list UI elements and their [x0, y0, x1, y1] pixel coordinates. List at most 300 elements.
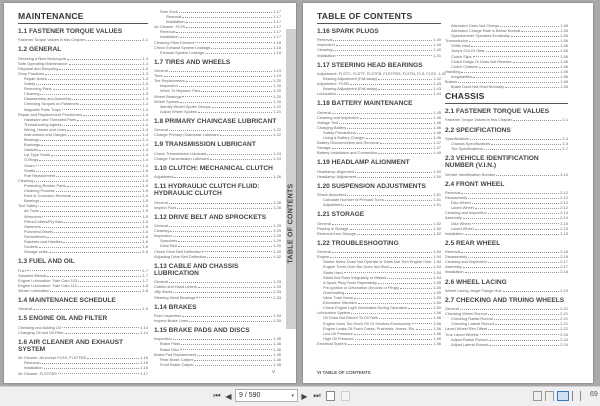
- dot-leader: [80, 101, 142, 105]
- section-heading[interactable]: 2.1 FASTENER TORQUE VALUES: [445, 108, 550, 116]
- toc-entry-page: 1-4: [142, 162, 148, 168]
- toc-entry-page: 1-55: [433, 305, 441, 311]
- toc-entry[interactable]: [18, 37, 148, 42]
- dot-leader: [354, 331, 433, 335]
- section-heading[interactable]: 1.22 TROUBLESHOOTING: [317, 239, 399, 247]
- toc-entry-title: Air Cleaner: All except FLSS, FLSTFBS: [18, 355, 87, 361]
- dot-leader: [36, 163, 142, 167]
- previous-page-button[interactable]: [224, 390, 233, 402]
- toc-entry-page: 1-45: [433, 109, 441, 115]
- toc-entry-title: Voltage Test: [317, 119, 339, 125]
- toc-entry-page: 1-1: [142, 37, 148, 43]
- toc-entry-title: Hardware and Threaded Parts: [24, 116, 77, 122]
- toc-entry-title: Steering Head Bearings: [154, 294, 196, 300]
- toc-entry-page: 1-55: [433, 300, 441, 306]
- toc-entry-page: 1-49: [433, 150, 441, 156]
- toc-entry-title: Tires: [154, 73, 163, 79]
- toc-entry-page: 1-55: [433, 279, 441, 285]
- last-page-button[interactable]: [312, 390, 322, 402]
- toc-entry-page: 1-36: [273, 356, 281, 362]
- toc-entry-title: Engine Leaks Oil From Cases, Pushrods, Hoses, Etc.: [323, 325, 416, 331]
- toc-entry-title: Cables and Hand Levers: [154, 284, 197, 290]
- toc-entry-page: 1-56: [433, 330, 441, 336]
- dot-leader: [27, 268, 142, 272]
- toc-entry-title: Tire Specifications: [451, 146, 483, 151]
- toc-entry-title: General: [445, 306, 459, 312]
- toc-entry[interactable]: [317, 174, 441, 179]
- section-heading[interactable]: 1.6 AIR CLEANER AND EXHAUST SYSTEM: [18, 338, 124, 353]
- toc-entry-page: 1-5: [142, 182, 148, 188]
- dot-leader: [87, 355, 139, 359]
- toc-entry-title: Laced Wheel Rim Offset: [445, 326, 488, 332]
- dot-leader: [36, 81, 141, 85]
- toc-entry[interactable]: [18, 371, 148, 376]
- toc-entry-title: Lubrication System: [317, 310, 351, 316]
- toc-entry-title: Cleaning Process: [24, 188, 55, 194]
- toc-entry-page: 2-14: [560, 210, 568, 216]
- section-heading[interactable]: 1.13 CABLE AND CHASSIS LUBRICATION: [154, 262, 239, 277]
- dot-leader: [62, 325, 140, 329]
- dot-leader: [182, 313, 272, 317]
- dot-leader: [77, 117, 141, 121]
- toc-entry-title: Adjust Wheel Spokes: [160, 108, 197, 114]
- toc-entry[interactable]: [317, 91, 441, 96]
- toc-entry-title: Part Replacement: [24, 172, 56, 178]
- toc-entry-page: 1-17: [273, 14, 281, 20]
- toc-entry-page: 2-17: [560, 264, 568, 270]
- toc-entry-page: 1-7: [142, 277, 148, 283]
- toc-entry[interactable]: [445, 288, 568, 293]
- two-page-view-icon[interactable]: [557, 391, 569, 401]
- dot-leader: [491, 141, 561, 145]
- toc-entry-page: 1-7: [142, 267, 148, 273]
- toc-entry-title: Bearings: [24, 198, 40, 204]
- toc-entry[interactable]: [18, 249, 148, 254]
- toc-entry-page: 1-5: [142, 198, 148, 204]
- toc-entry-title: Checking Lateral Runout: [451, 321, 494, 327]
- toc-entry-page: 1-54: [433, 269, 441, 275]
- dot-leader: [416, 326, 432, 330]
- toc-entry-page: 1-40: [433, 42, 441, 48]
- dot-leader: [480, 332, 560, 336]
- toc-entry[interactable]: [154, 254, 281, 259]
- toc-entry-page: 1-17: [273, 34, 281, 40]
- toc-entry[interactable]: [445, 117, 568, 122]
- section-heading[interactable]: 1.14 BRAKES: [154, 303, 197, 311]
- section-heading[interactable]: 1.12 DRIVE BELT AND SPROCKETS: [154, 213, 267, 221]
- toc-entry-title: Wiring, Hoses and Lines: [24, 126, 67, 132]
- dot-leader: [69, 61, 142, 65]
- toc-entry-page: 1-56: [560, 84, 568, 90]
- section-heading[interactable]: 1.2 GENERAL: [18, 46, 62, 54]
- toc-entry-page: 1-29: [273, 228, 281, 234]
- toc-entry-title: Hammers: [24, 223, 41, 229]
- section-heading[interactable]: 1.3 FUEL AND OIL: [18, 258, 75, 266]
- toc-entry-page: 1-36: [273, 336, 281, 342]
- dot-leader: [39, 157, 141, 161]
- dot-leader: [58, 371, 140, 375]
- dot-leader: [486, 48, 559, 52]
- toc-entry-title: Removal: [445, 249, 461, 255]
- section-heading[interactable]: 1.7 TIRES AND WHEELS: [154, 58, 231, 66]
- dot-leader: [347, 125, 432, 129]
- section-heading[interactable]: 2.2 SPECIFICATIONS: [445, 126, 511, 134]
- toc-entry-page: 2-15: [560, 220, 568, 226]
- toc-entry-title: Installation: [317, 52, 336, 58]
- toc-entry-title: Tire Replacement: [154, 78, 185, 84]
- toc-entry-page: 1-16: [140, 355, 148, 361]
- toc-entry-page: 1-17: [140, 370, 148, 376]
- toc-entry-title: Disassembly: [445, 254, 468, 260]
- toc-entry[interactable]: [18, 306, 148, 311]
- toc-entry[interactable]: [154, 109, 281, 114]
- toc-entry-title: Cleaning and Inspection: [317, 114, 359, 120]
- toc-entry-page: 1-6: [142, 249, 148, 255]
- toc-entry-page: 1-9: [142, 306, 148, 312]
- toc-entry-title: Wheel Spokes: [154, 98, 180, 104]
- dot-leader: [33, 306, 142, 310]
- toc-entry-page: 1-3: [142, 70, 148, 76]
- toc-entry-page: 1-43: [433, 81, 441, 87]
- dot-leader: [202, 249, 272, 253]
- toc-entry-page: 1-4: [142, 126, 148, 132]
- toc-entry[interactable]: [154, 295, 281, 300]
- section-heading[interactable]: 1.18 BATTERY MAINTENANCE: [317, 100, 413, 108]
- dot-leader: [56, 173, 141, 177]
- toc-entry-page: 1-21: [273, 108, 281, 114]
- toc-entry-title: Installation: [445, 230, 464, 236]
- toc-entry-title: Calculate Number of Preload Turns: [323, 197, 384, 203]
- fit-page-icon[interactable]: [326, 391, 335, 401]
- chevron-down-icon: ▾: [291, 392, 294, 399]
- dot-leader: [176, 29, 272, 33]
- toc-column-right-2: [445, 9, 568, 347]
- toc-entry[interactable]: [317, 341, 441, 346]
- dot-leader: [207, 151, 272, 155]
- dot-leader: [488, 326, 559, 330]
- page-right: [303, 3, 593, 383]
- dot-leader: [173, 289, 272, 293]
- toc-entry-title: Servicing a New Motorcycle: [18, 55, 67, 61]
- dot-leader: [468, 195, 559, 199]
- toc-entry-page: 1-3: [142, 81, 148, 87]
- dot-leader: [496, 172, 559, 176]
- toc-entry-page: 1-56: [433, 340, 441, 346]
- toc-entry-page: 1-24: [273, 155, 281, 161]
- toc-entry-title: General: [154, 68, 168, 74]
- toc-entry[interactable]: [445, 231, 568, 236]
- toc-entry-title: Fluid Inspection: [154, 312, 182, 318]
- section-heading[interactable]: 1.10 CLUTCH: MECHANICAL CLUTCH: [154, 164, 273, 172]
- toc-entry-title: Lip-Type Seals: [24, 152, 50, 158]
- first-page-button[interactable]: [212, 390, 222, 402]
- toc-entry-title: Punches/Chisels: [24, 228, 53, 234]
- dot-leader: [179, 9, 272, 13]
- toc-entry-title: Engine Turns Over But Does Not Start: [323, 264, 389, 270]
- dot-leader: [67, 56, 141, 60]
- toc-entry[interactable]: [154, 132, 281, 137]
- toc-entry-title: Disassembly and Assembly: [24, 96, 72, 102]
- toc-entry-title: Fastener Torque Values in this Chapter: [18, 37, 86, 43]
- toc-entry-page: 1-6: [142, 228, 148, 234]
- toc-entry-title: Adjustment: FLSTC, FLSTF, FLSTFB, FLSTFBS, FLSTN, FLS, FLSS: [317, 70, 437, 76]
- dot-leader: [198, 284, 272, 288]
- toc-entry-page: 1-18: [273, 44, 281, 50]
- toc-entry-title: Checking and Adding Oil: [18, 324, 61, 330]
- dot-leader: [332, 145, 433, 149]
- dot-leader: [378, 76, 432, 80]
- dot-leader: [333, 47, 432, 51]
- section-heading[interactable]: 1.19 HEADLAMP ALIGNMENT: [317, 159, 410, 167]
- toc-entry[interactable]: [18, 288, 148, 293]
- dot-leader: [332, 221, 432, 225]
- toc-entry-page: 1-34: [273, 312, 281, 318]
- section-heading[interactable]: 2.3 VEHICLE IDENTIFICATION NUMBER (V.I.N.): [445, 155, 539, 170]
- dot-leader: [40, 198, 141, 202]
- dot-leader: [475, 226, 559, 230]
- section-heading[interactable]: 1.5 ENGINE OIL AND FILTER: [18, 315, 108, 323]
- toc-entry-page: 1-7: [142, 272, 148, 278]
- toc-entry-title: Adjustment: [154, 174, 174, 180]
- page-value: 9 / 590: [239, 392, 261, 399]
- dot-leader: [500, 23, 559, 27]
- section-heading[interactable]: 1.8 PRIMARY CHAINCASE LUBRICANT: [154, 117, 277, 125]
- toc-entry-page: 1-20: [273, 88, 281, 94]
- dot-leader: [489, 337, 560, 341]
- dot-leader: [169, 127, 272, 131]
- toc-entry-page: 1-22: [273, 132, 281, 138]
- toc-entry-page: 1-32: [273, 253, 281, 259]
- toc-entry-page: 2-24: [560, 336, 568, 342]
- toc-entry-title: Cleaning and Inspection: [445, 210, 487, 216]
- page-selector[interactable]: [235, 389, 298, 402]
- toc-entry-title: Adjustment: FXSB: [317, 81, 349, 87]
- toc-entry[interactable]: [317, 231, 441, 236]
- toc-entry-title: Rear Brake Caliper: [160, 356, 194, 362]
- toc-entry-page: 2-10: [560, 171, 568, 177]
- toc-entry-page: 1-4: [142, 157, 148, 163]
- toc-entry[interactable]: [154, 50, 281, 55]
- toc-column-left-2: [154, 9, 281, 367]
- toc-entry-title: Check Engine Light Illuminates During Operation: [323, 305, 408, 311]
- zoom-level[interactable]: 69: [590, 391, 598, 398]
- toc-entry-title: O-Rings: [24, 157, 39, 163]
- toc-entry-title: General: [18, 306, 32, 312]
- toc-entry-page: 2-21: [560, 316, 568, 322]
- toc-entry-title: Pliers/Cutters/Pry Bars: [24, 218, 64, 224]
- section-heading[interactable]: 1.15 BRAKE PADS AND DISCS: [154, 327, 250, 335]
- dot-leader: [521, 28, 559, 32]
- toc-entry[interactable]: [154, 174, 281, 179]
- section-heading[interactable]: 1.16 SPARK PLUGS: [317, 28, 379, 35]
- toc-entry-title: Shifts Hard: [451, 43, 471, 49]
- toc-entry-page: 1-26: [273, 174, 281, 180]
- toc-entry-title: Starts Hard: [323, 269, 343, 275]
- toc-entry-title: General: [317, 220, 331, 226]
- dot-leader: [201, 88, 272, 92]
- toc-entry-title: Check Drive Belt Deflection: [154, 248, 202, 254]
- section-heading[interactable]: 1.9 TRANSMISSION LUBRICANT: [154, 141, 256, 149]
- toc-entry-page: 1-46: [433, 124, 441, 130]
- toc-entry-page: 1-35: [273, 317, 281, 323]
- toc-entry-title: Storage: [317, 145, 331, 151]
- toc-entry-page: 1-46: [433, 135, 441, 141]
- toc-entry-page: 1-46: [433, 114, 441, 120]
- single-page-view-icon[interactable]: [533, 391, 542, 401]
- dot-leader: [45, 71, 141, 75]
- toc-entry-page: 1-56: [560, 38, 568, 44]
- toc-entry-title: Transmission: [445, 38, 468, 44]
- previous-page-icon: ◀: [225, 391, 232, 401]
- dot-leader: [412, 321, 432, 325]
- toc-entry-page: 1-4: [142, 137, 148, 143]
- dot-leader: [357, 130, 433, 134]
- side-tab-label: TABLE OF CONTENTS: [287, 182, 295, 264]
- toc-entry-title: True Laced Wheels: [445, 331, 479, 337]
- dot-leader: [358, 300, 432, 304]
- toc-entry-page: 1-22: [273, 127, 281, 133]
- section-heading[interactable]: 1.20 SUSPENSION ADJUSTMENTS: [317, 182, 426, 190]
- dot-leader: [40, 91, 141, 95]
- dot-leader: [39, 244, 142, 248]
- dot-leader: [461, 69, 559, 73]
- toc-entry-title: Safety: [24, 81, 36, 87]
- dot-leader: [178, 243, 272, 247]
- toc-entry-page: 1-20: [273, 83, 281, 89]
- continuous-view-icon[interactable]: [572, 391, 581, 401]
- toc-entry-page: 1-55: [433, 295, 441, 301]
- toc-entry-page: 1-38: [273, 361, 281, 367]
- section-heading[interactable]: 1.11 HYDRAULIC CLUTCH FLUID: HYDRAULIC CLUTCH: [154, 183, 260, 198]
- toc-entry-page: 1-33: [273, 294, 281, 300]
- section-heading[interactable]: 1.4 MAINTENANCE SCHEDULE: [18, 296, 116, 304]
- chapter-heading: TABLE OF CONTENTS: [317, 11, 441, 24]
- toc-entry[interactable]: [445, 342, 568, 347]
- toc-entry[interactable]: [445, 146, 568, 151]
- dot-leader: [460, 306, 559, 310]
- toc-entry-title: Handling: [445, 68, 461, 74]
- dot-leader: [63, 239, 141, 243]
- toc-entry-page: 1-51: [433, 192, 441, 198]
- dot-leader: [182, 94, 272, 98]
- toc-entry-title: Engine Lubrication: Twin Cam 103: [18, 277, 78, 283]
- toc-entry[interactable]: [154, 156, 281, 161]
- section-heading[interactable]: 2.4 FRONT WHEEL: [445, 180, 505, 188]
- page-left: [4, 3, 296, 383]
- toc-entry[interactable]: [317, 150, 441, 155]
- toc-entry-title: Inspection: [154, 336, 172, 342]
- toc-entry-page: 1-47: [433, 140, 441, 146]
- toc-entry-page: 1-5: [142, 208, 148, 214]
- dot-leader: [40, 360, 139, 364]
- toc-entry-page: 2-16: [560, 249, 568, 255]
- toc-entry-page: 1-4: [142, 147, 148, 153]
- toc-entry-title: Removal from Storage: [317, 230, 356, 236]
- toc-entry-page: 1-3: [142, 91, 148, 97]
- dot-leader: [484, 146, 562, 150]
- toc-entry-title: Alternator Does Not Charge: [451, 23, 500, 28]
- chapter-heading: CHASSIS: [445, 91, 568, 104]
- toc-entry-title: Placing in Storage: [317, 225, 349, 231]
- section-heading[interactable]: 1.21 STORAGE: [317, 211, 365, 219]
- dot-leader: [40, 208, 142, 212]
- toc-entry[interactable]: [154, 318, 281, 323]
- toc-entry-page: 1-40: [433, 37, 441, 43]
- toc-entry-title: Speedometer Operates Erratically: [451, 33, 510, 39]
- toc-entry-page: 1-46: [433, 119, 441, 125]
- dot-leader: [344, 270, 433, 274]
- toc-entry-page: 1-5: [142, 193, 148, 199]
- dot-leader: [355, 169, 432, 173]
- dot-leader: [350, 226, 433, 230]
- toc-entry-page: 1-17: [273, 9, 281, 14]
- toc-entry-page: 2-21: [560, 311, 568, 317]
- toc-entry-title: Winter Lubrication: [18, 287, 50, 293]
- toc-entry[interactable]: [154, 205, 281, 210]
- toc-entry-title: Disposal and Recycling: [18, 65, 59, 71]
- dot-leader: [180, 34, 273, 38]
- dot-leader: [350, 81, 432, 85]
- toc-entry-title: Bearings: [24, 137, 40, 143]
- dot-leader: [42, 224, 142, 228]
- toc-entry[interactable]: [445, 172, 568, 177]
- bookmark-view-icon[interactable]: [545, 391, 554, 401]
- dot-leader: [34, 178, 141, 182]
- section-heading[interactable]: 1.17 STEERING HEAD BEARINGS: [317, 61, 423, 69]
- toc-entry-page: 1-33: [273, 284, 281, 290]
- dot-leader: [390, 264, 432, 268]
- dot-leader: [51, 152, 142, 156]
- dot-leader: [503, 288, 560, 292]
- toc-entry-title: Cleaning and Inspection: [445, 259, 487, 265]
- section-heading[interactable]: 2.7 CHECKING AND TRUING WHEELS: [445, 296, 565, 304]
- toc-entry-page: 1-5: [142, 203, 148, 209]
- toc-entry[interactable]: [445, 269, 568, 274]
- toc-entry[interactable]: [154, 362, 281, 367]
- toc-entry-page: 1-56: [560, 33, 568, 39]
- toc-entry[interactable]: [317, 53, 441, 58]
- toc-entry-title: Fuel: [18, 267, 26, 273]
- dot-leader: [56, 188, 142, 192]
- toc-entry-title: Lubrication: [317, 91, 337, 97]
- toc-entry-title: Pre-Ignition or Detonation (Knocks or Pings): [323, 284, 400, 290]
- toc-entry-title: Repair and Replacement Procedures: [18, 111, 83, 117]
- dot-leader: [488, 210, 559, 214]
- toc-entry-page: 1-56: [560, 68, 568, 74]
- toc-entry-page: 1-5: [142, 167, 148, 173]
- toc-entry-title: Wheel Bearings: [154, 93, 182, 99]
- dot-leader: [357, 231, 432, 235]
- toc-entry-title: Rain Sock: [160, 9, 178, 14]
- toc-entry-page: 1-54: [433, 259, 442, 265]
- toc-entry[interactable]: [445, 84, 568, 89]
- section-heading[interactable]: 2.5 REAR WHEEL: [445, 239, 501, 247]
- toc-entry-page: 1-29: [273, 243, 281, 249]
- page-footer: VI TABLE OF CONTENTS: [317, 370, 371, 375]
- dot-leader: [186, 78, 273, 82]
- dot-leader: [36, 168, 141, 172]
- toc-entry-page: 1-54: [433, 264, 441, 270]
- fit-width-icon[interactable]: [341, 391, 350, 401]
- next-page-button[interactable]: [300, 390, 309, 402]
- toc-entry[interactable]: [317, 202, 441, 207]
- toc-entry[interactable]: [18, 330, 148, 335]
- section-heading[interactable]: 1.1 FASTENER TORQUE VALUES: [18, 28, 123, 35]
- dot-leader: [48, 76, 142, 80]
- toc-entry-page: 2-17: [560, 259, 568, 265]
- section-heading[interactable]: 2.6 WHEEL LACING: [445, 278, 507, 286]
- dot-leader: [212, 104, 273, 108]
